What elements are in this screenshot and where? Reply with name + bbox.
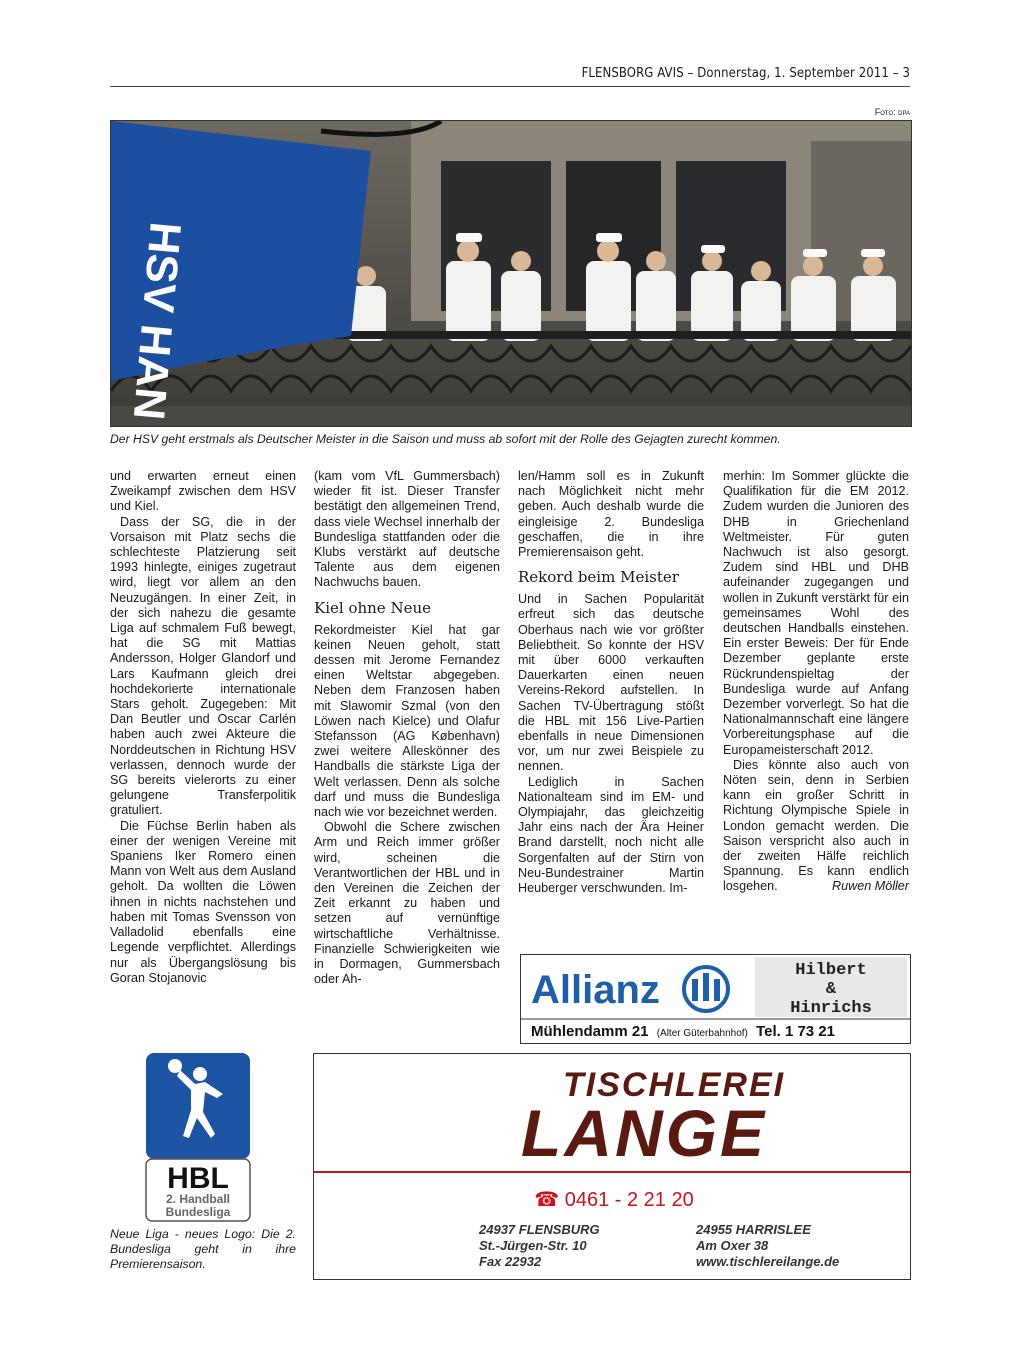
paragraph: merhin: Im Sommer glückte die Qualifikation für die EM 2012. Zudem wurden die Junioren des DHB in Griechenland Weltmeister. Für guten Nachwuch ist also gesorgt. Zudem sind HBL und DHB aufeinander zugegangen und wollen in Zukunft verstärkt für ein gemeinsames Wohl des deutschen Handballs einstehen. Ein erster Beweis: Der für Ende Dezember geplante erste Rückrundenspieltag der Bundesliga wurde auf Anfang Dezember vorverlegt. So hat die Nationalmannschaft eine längere Vorbereitungsphase auf die Europameisterschaft 2012.	[723, 469, 909, 757]
subheading: Kiel ohne Neue	[314, 598, 431, 617]
hbl-logo	[145, 1052, 251, 1222]
paragraph-text: Dies könnte also auch von Nöten sein, denn in Serbien kann ein großer Schritt in Richtung Olympische Spiele in London gemacht werden. Die Saison verspricht also auch in der zweiten Hälfe reichlich Spannung. Es kann endlich losgehen.	[723, 757, 909, 894]
allianz-name-1: Hilbert	[795, 961, 867, 980]
lange-addr2-web: www.tischlereilange.de	[696, 1254, 840, 1269]
allianz-name-2: Hinrichs	[790, 999, 872, 1018]
allianz-ampersand: &	[825, 980, 837, 999]
lange-addr2-city: 24955 HARRISLEE	[696, 1222, 811, 1237]
allianz-eagle-icon	[684, 967, 728, 1011]
hbl-logo-subtitle-2: Bundesliga	[165, 1205, 231, 1219]
allianz-brand: Allianz	[531, 968, 660, 1012]
paragraph: Obwohl die Schere zwischen Arm und Reich immer größer wird, scheinen die Verantwortlichen der HBL und in den Vereinen die Zeichen der Zeit erkannt zu haben und setzen auf vernünftige wirtschaftliche Verhältnisse. Finanzielle Schwierigkeiten wie in Dormagen, Gummersbach oder Ah-	[314, 820, 500, 987]
paragraph: Lediglich in Sachen Nationalteam sind im EM- und Olympiajahr, das gleichzeitig Jahr eins nach der Ära Heiner Brand darstellt, noch nicht alle Sorgenfalten auf der Stirn von Neu-Bundestrainer Martin Heuberger verschwunden. Im-	[518, 774, 704, 896]
article-column-3	[518, 469, 704, 896]
hbl-logo-subtitle-1: 2. Handball	[165, 1192, 231, 1206]
article-column-2	[314, 469, 500, 988]
advertisement-allianz	[520, 954, 911, 1044]
lange-line-1: TISCHLEREI	[562, 1066, 786, 1104]
lange-addr1-street: St.-Jürgen-Str. 10	[479, 1238, 587, 1253]
photo-credit: Foto: dpa	[874, 107, 910, 117]
hbl-caption: Neue Liga - neues Logo: Die 2. Bundesliga geht in ihre Premierensaison.	[110, 1227, 296, 1271]
allianz-ad-graphic	[521, 955, 910, 1043]
paragraph: Und in Sachen Popularität erfreut sich das deutsche Oberhaus nach wie vor größter Beliebtheit. So konnte der HSV mit über 6000 verkauften Dauerkarten einen neuen Vereins-Rekord aufstellen. In Sachen TV-Übertragung stößt die HBL mit 156 Live-Partien ebenfalls in neue Dimensionen vor, um nur zwei Beispiele zu nennen.	[518, 592, 704, 774]
news-photo	[110, 120, 912, 427]
allianz-phone: Tel. 1 73 21	[756, 1023, 835, 1040]
article-column-4	[723, 469, 909, 895]
paragraph: Dass der SG, die in der Vorsaison mit Platz sechs die schlechteste Platzierung seit 1993 hinlegte, einiges zugetraut wird, liegt vor allem an den Neuzugängen. In einer Zeit, in der sich nahezu die gesamte Liga auf schmalem Fuß bewegt, hat die SG mit Mattias Andersson, Holger Glandorf und Lars Kaufmann gleich drei hochdekorierte internationale Stars geholt. Zugegeben: Mit Dan Beutler und Oscar Carlén haben auch zwei Akteure die Norddeutschen in Richtung HSV verlassen, dennoch wurde der SG bereits vielerorts zu einer gelungene Transferpolitik gratuliert.	[110, 514, 296, 818]
paragraph: (kam vom VfL Gummersbach) wieder fit ist. Dieser Transfer bestätigt den allgemeinen Trend, dass viele Wechsel innerhalb der Bundesliga stattfanden oder die Klubs verstärkt auf deutsche Talente aus dem eigenen Nachwuchs bauen.	[314, 469, 500, 590]
hbl-logo-graphic	[145, 1052, 251, 1222]
advertisement-tischlerei-lange	[313, 1053, 911, 1280]
lange-addr2-street: Am Oxer 38	[696, 1238, 769, 1253]
flag-text: HSV HAN	[123, 220, 190, 422]
hbl-logo-title: HBL	[167, 1162, 229, 1195]
paragraph: len/Hamm soll es in Zukunft nach Möglichkeit nicht mehr geben. Auch deshalb wurde die eingleisige 2. Bundesliga geschaffen, die in ihre Premierensaison geht.	[518, 469, 704, 560]
lange-phone-line	[534, 1189, 693, 1211]
photo-caption: Der HSV geht erstmals als Deutscher Meister in die Saison und muss ab sofort mit der Rolle des Gejagten zurecht kommen.	[110, 432, 781, 446]
lange-line-2: LANGE	[521, 1096, 767, 1170]
lange-addr1-fax: Fax 22932	[479, 1254, 542, 1269]
phone-icon: ☎	[534, 1189, 565, 1211]
paragraph: Die Füchse Berlin haben als einer der wenigen Vereine mit Spaniens Iker Romero einen Mann von Welt aus dem Ausland geholt. Da wollten die Löwen ihnen in nichts nachstehen und haben mit Tomas Svensson von Valladolid ebenfalls eine Legende verpflichtet. Allerdings nur als Übergangslösung bis Goran Stojanovic	[110, 818, 296, 985]
lange-addr1-city: 24937 FLENSBURG	[479, 1222, 600, 1237]
subheading: Rekord beim Meister	[518, 568, 679, 587]
header-text: FLENSBORG AVIS – Donnerstag, 1. September 2011 – 3	[581, 66, 910, 81]
lange-ad-graphic	[314, 1054, 910, 1279]
allianz-address-line	[531, 1023, 835, 1040]
paragraph: und erwarten erneut einen Zweikampf zwischen dem HSV und Kiel.	[110, 469, 296, 514]
paragraph: Rekordmeister Kiel hat gar keinen Neuen geholt, statt dessen mit Jerome Fernandez einen Weltstar abgegeben. Neben dem Franzosen haben mit Slawomir Szmal (von den Löwen nach Kielce) und Olafur Stefansson (AG København) zwei weitere Alleskönner des Handballs die stärkste Liga der Welt verlassen. Denn als solche darf und muss die Bundesliga nach wie vor bezeichnet werden.	[314, 622, 500, 820]
article-column-1	[110, 469, 296, 986]
allianz-address: Mühlendamm 21	[531, 1023, 649, 1040]
paragraph	[723, 758, 909, 895]
photo-illustration	[111, 121, 911, 426]
page-header	[110, 66, 910, 87]
author-name: Ruwen Möller	[832, 879, 909, 894]
allianz-address-note: (Alter Güterbahnhof)	[656, 1028, 748, 1039]
lange-phone: 0461 - 2 21 20	[564, 1189, 694, 1211]
